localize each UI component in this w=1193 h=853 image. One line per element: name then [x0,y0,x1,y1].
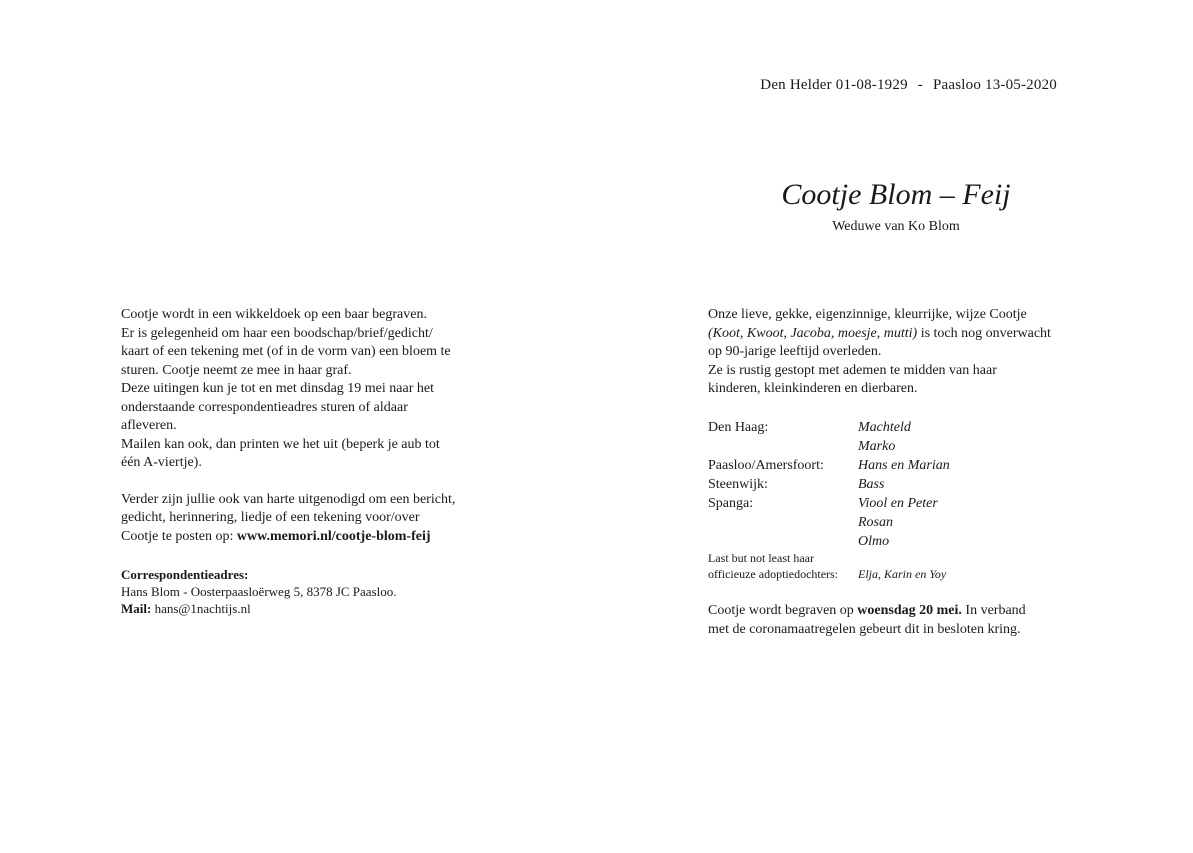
family-names: Hans en Marian [858,458,950,473]
family-names: Machteld [858,420,911,435]
funeral-date: woensdag 20 mei. [857,603,962,618]
family-place: Steenwijk: [708,477,768,492]
family-place: Den Haag: [708,420,769,435]
text-line: Cootje wordt begraven op woensdag 20 mei. In verband [708,603,1026,618]
date-separator: - [917,77,923,93]
memori-link[interactable]: www.memori.nl/cootje-blom-feij [236,528,431,544]
nicknames: (Koot, Kwoot, Jacoba, moesje, mutti) [708,325,918,341]
family-row [708,437,1088,456]
correspondence-heading: Correspondentieadres: [121,567,249,582]
text-line: met de coronamaatregelen gebeurt dit in besloten kring. [708,621,1021,637]
correspondence-block [121,566,521,617]
text-line: Mailen kan ook, dan printen we het uit (beperk je aub tot [121,436,440,452]
special-row [708,566,1108,582]
right-column-text [708,306,1088,399]
text-line: Ze is rustig gestopt met ademen te midden van haar [708,362,997,378]
family-row [708,475,1088,494]
deceased-name: Cootje Blom – Feij [781,178,1011,211]
mail-address[interactable]: hans@1nachtijs.nl [151,601,251,616]
adoptive-daughters [708,550,1108,582]
left-column-text [121,306,501,546]
family-names: Rosan [858,515,893,530]
text-line: één A-viertje). [121,455,202,470]
family-place [708,532,858,551]
correspondence-address: Hans Blom - Oosterpaasloërweg 5, 8378 JC Paasloo. [121,584,397,599]
funeral-info [708,602,1088,639]
family-names: Bass [858,477,885,492]
mail-line [121,600,521,617]
text-line: op 90-jarige leeftijd overleden. [708,344,882,359]
text-line: gedicht, herinnering, liedje of een tekening voor/over [121,510,420,525]
widow-subtitle: Weduwe van Ko Blom [832,219,960,234]
text-line: Verder zijn jullie ook van harte uitgenodigd om een bericht, [121,491,456,507]
family-names: Olmo [858,534,890,549]
birth-info: Den Helder 01-08-1929 [760,77,908,93]
mail-label: Mail: [121,601,152,616]
text-line: onderstaande correspondentieadres sturen of aldaar [121,399,408,415]
special-line: Last but not least haar [708,551,814,565]
special-label: officieuze adoptiedochters: [708,567,839,581]
dates-header [620,77,1057,94]
text-line: kaart of een tekening met (of in de vorm van) een bloem te [121,344,451,359]
family-names: Marko [858,439,896,454]
family-row [708,513,1088,532]
family-place: Spanga: [708,496,754,511]
family-place: Paasloo/Amersfoort: [708,458,824,473]
post-prefix: Cootje te posten op: [121,528,237,544]
family-row [708,456,1088,475]
family-place [708,513,858,532]
special-names: Elja, Karin en Yoy [858,567,947,581]
family-row [708,418,1088,437]
family-row [708,532,1088,551]
family-names: Viool en Peter [858,496,938,511]
text-line: afleveren. [121,418,177,433]
text-line: Er is gelegenheid om haar een boodschap/brief/gedicht/ [121,325,433,341]
text-line: Onze lieve, gekke, eigenzinnige, kleurrijke, wijze Cootje [708,307,1027,322]
text-line: Deze uitingen kun je tot en met dinsdag 19 mei naar het [121,381,434,396]
text-line: Cootje wordt in een wikkeldoek op een baar begraven. [121,307,427,322]
text-line: sturen. Cootje neemt ze mee in haar graf. [121,362,352,378]
text-line: kinderen, kleinkinderen en dierbaren. [708,381,918,396]
text-line: (Koot, Kwoot, Jacoba, moesje, mutti) is toch nog onverwacht [708,325,1051,341]
death-info: Paasloo 13-05-2020 [932,77,1057,93]
post-line [121,528,501,547]
family-place [708,437,858,456]
family-list [708,418,1088,551]
family-row [708,494,1088,513]
